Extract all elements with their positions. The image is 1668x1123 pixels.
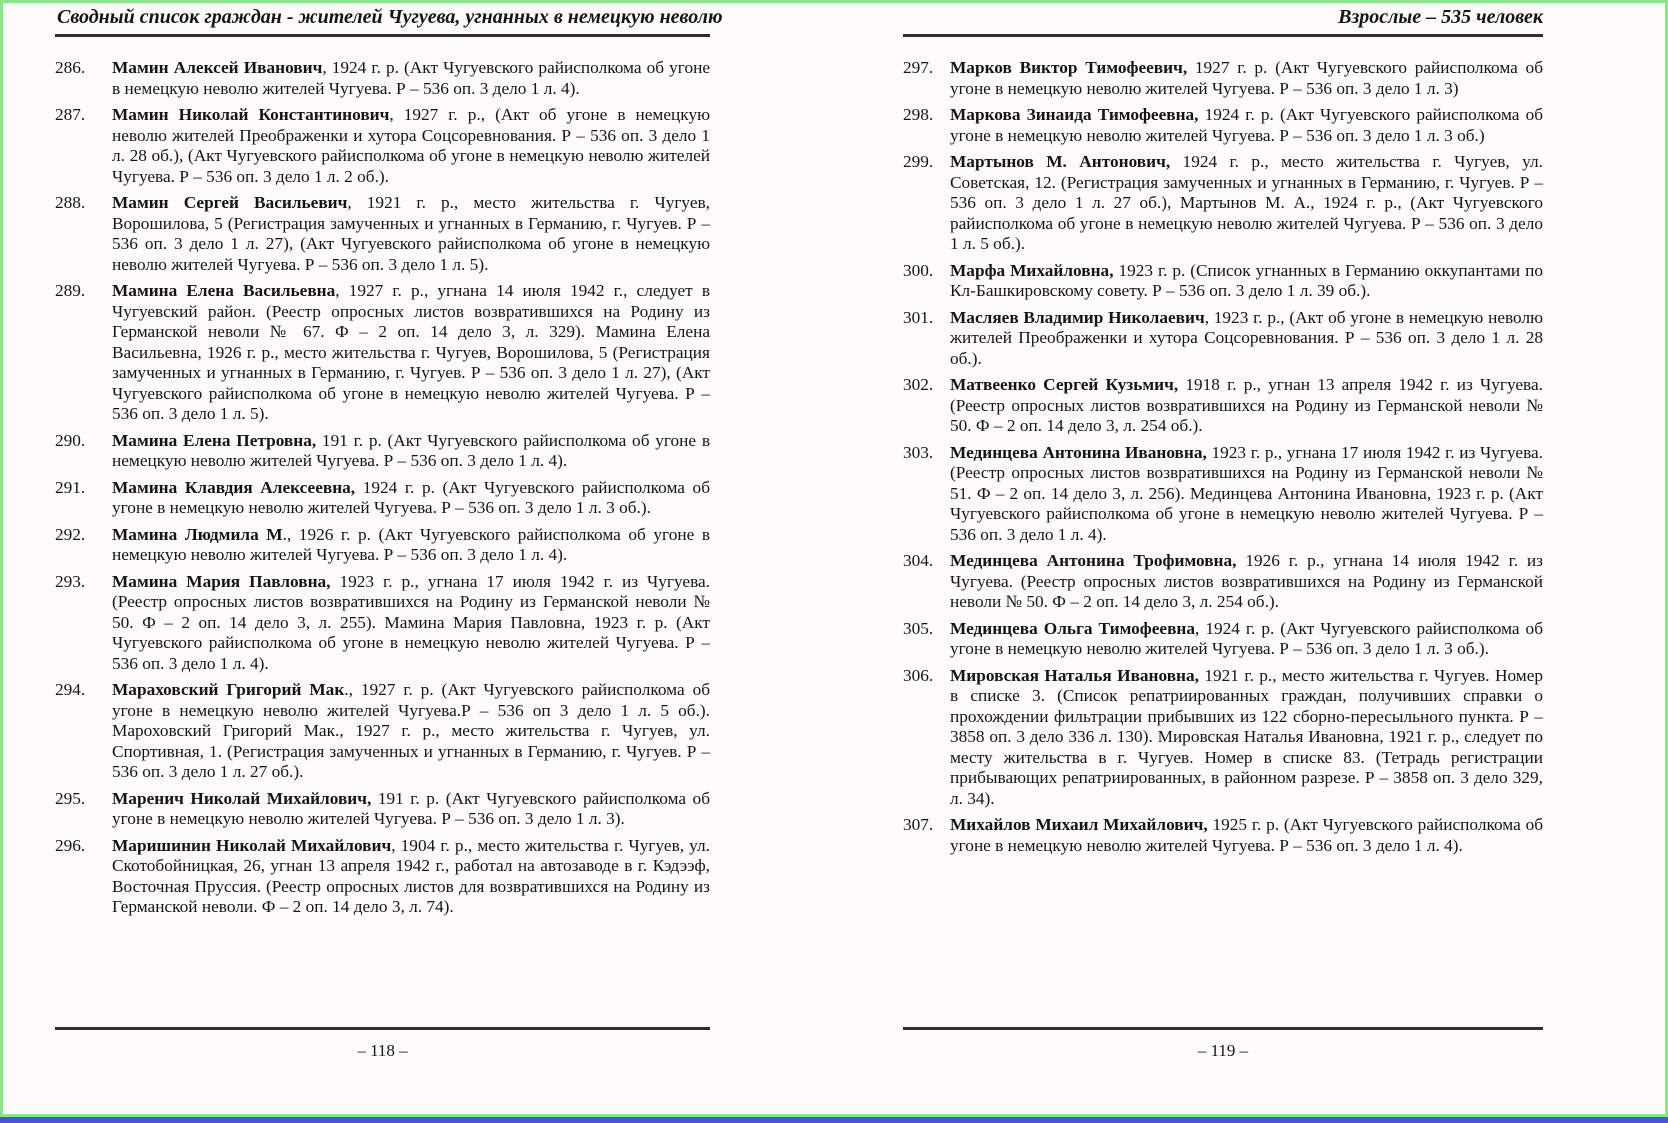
person-name: Марков Виктор Тимофеевич, [950, 58, 1188, 77]
entry-details: 191 г. р. (Акт Чугуевского райисполкома об угоне в немецкую неволю жителей Чугуева. Р – 536 оп. 3 дело 1 л. 3). [112, 788, 710, 828]
header-rule-left [55, 34, 710, 37]
entry-details: , 1924 г. р. (Акт Чугуевского райисполкома об угоне в немецкую неволю жителей Чугуева. Р – 536 оп. 3 дело 1 л. 4). [112, 58, 710, 98]
person-name: Мамина Мария Павловна, [112, 571, 331, 591]
entry-details: 1923 г. р., угнана 17 июля 1942 г. из Чугуева. (Реестр опросных листов возвратившихся на Родину из Германской неволи № 50. Ф – 2 оп. 14 дело 3, л. 255). Мамина Мария Павловна, 1923 г. р. (Акт Чугуевского райисполкома об угоне в немецкую неволю жителей Чугуева. Р – 536 оп. 3 дело 1 л. 4). [112, 571, 710, 673]
entry-text [950, 308, 1543, 370]
entry-details: ., 1927 г. р. (Акт Чугуевского райисполкома об угоне в немецкую неволю жителей Чугуева.Р – 536 оп 3 дело 1 л. 5 об.). Мароховский Григорий Мак., 1927 г. р., место жительства г. Чугуев, ул. Спортивная, 1. (Регистрация замученных и угнанных в Германию, г. Чугуев. Р – 536 оп. 3 дело 1 л. 27 об.). [112, 680, 710, 781]
entry-number: 307. [903, 815, 934, 834]
person-name: Мединцева Антонина Трофимовна, [950, 551, 1237, 570]
entry-text [112, 281, 710, 425]
bottom-blue-strip [0, 1117, 1668, 1123]
entry-number: 303. [903, 442, 934, 462]
entry-text [950, 105, 1543, 146]
entry-details: , 1927 г. р., (Акт об угоне в немецкую неволю жителей Преображенки и хутора Соцсоревнования. Р – 536 оп. 3 дело 1 л. 28 об.), (Акт Чугуевского райисполкома об угоне в немецкую неволю жителей Чугуева. Р – 536 оп. 3 дело 1 л. 2 об.). [112, 105, 710, 186]
entry-291 [55, 478, 710, 519]
entry-292 [55, 525, 710, 566]
entry-details: , 1927 г. р., угнана 14 июля 1942 г., следует в Чугуевский район. (Реестр опросных листов возвратившихся на Родину из Германской неволи № 67. Ф – 2 оп. 14 дело 3, л. 329). Мамина Елена Васильевна, 1926 г. р., место жительства г. Чугуев, Ворошилова, 5 (Регистрация замученных и угнанных в Германию, г. Чугуев. Р – 536 оп. 3 дело 1 л. 27), (Акт Чугуевского райисполкома об угоне в немецкую неволю жителей Чугуева. Р – 536 оп. 3 дело 1 л. 5). [112, 281, 711, 423]
scan-border-left [0, 0, 3, 1123]
header-rule-right [903, 34, 1543, 37]
entries-list-left [55, 58, 710, 924]
person-name: Маренич Николай Михайлович, [112, 788, 372, 808]
person-name: Мараховский Григорий Мак [112, 680, 345, 699]
entry-305 [903, 619, 1543, 660]
entry-details: 1918 г. р., угнан 13 апреля 1942 г. из Чугуева. (Реестр опросных листов возвратившихся на Родину из Германской неволи № 50. Ф – 2 оп. 14 дело 3, л. 254 об.). [950, 375, 1543, 435]
entry-number: 299. [903, 152, 934, 171]
entry-number: 288. [55, 193, 86, 212]
entry-287 [55, 105, 710, 187]
entry-number: 286. [55, 58, 86, 77]
page-header-right: Взрослые – 535 человек [1338, 6, 1543, 28]
entry-details: 1925 г. р. (Акт Чугуевского райисполкома об угоне в немецкую неволю жителей Чугуева. Р – 536 оп. 3 дело 1 л. 4). [950, 815, 1544, 855]
person-name: Масляев Владимир Николаевич [950, 307, 1205, 327]
entry-number: 306. [903, 665, 934, 685]
entry-details: 191 г. р. (Акт Чугуевского райисполкома об угоне в немецкую неволю жителей Чугуева. Р – 536 оп. 3 дело 1 л. 4). [112, 430, 711, 470]
entry-number: 302. [903, 375, 934, 394]
entry-297 [903, 58, 1543, 99]
entry-290 [55, 431, 710, 472]
entry-text [112, 836, 710, 918]
entry-304 [903, 551, 1543, 613]
person-name: Мировская Наталья Ивановна, [950, 665, 1199, 685]
entry-text [112, 105, 710, 187]
entry-289 [55, 281, 710, 425]
entry-details: , 1923 г. р., (Акт об угоне в немецкую неволю жителей Преображенки и хутора Соцсоревнования. Р – 536 оп. 3 дело 1 л. 28 об.). [950, 307, 1543, 368]
page-header-left: Сводный список граждан - жителей Чугуева, угнанных в немецкую неволю [57, 6, 723, 28]
entry-number: 292. [55, 524, 86, 544]
person-name: Маркова Зинаида Тимофеевна, [950, 105, 1199, 124]
entry-286 [55, 58, 710, 99]
entry-301 [903, 308, 1543, 370]
person-name: Мамина Елена Петровна, [112, 430, 317, 450]
entry-307 [903, 815, 1543, 856]
page-119 [903, 0, 1543, 1123]
entry-306 [903, 666, 1543, 810]
entry-295 [55, 789, 710, 830]
entries-list-right [903, 58, 1543, 862]
entry-text [950, 443, 1543, 546]
entry-text [112, 572, 710, 675]
entry-details: 1927 г. р. (Акт Чугуевского райисполкома об угоне в немецкую неволю жителей Чугуева. Р – 536 оп. 3 дело 1 л. 3) [950, 58, 1543, 98]
entry-details: 1921 г. р., место жительства г. Чугуев. Номер в списке 3. (Список репатриированных граждан, получивших справки о прохождении фильтрации прибывших из 122 сборно-пересыльного пункта. Р – 3858 оп. 3 дело 336 л. 130). Мировская Наталья Ивановна, 1921 г. р., следует по месту жительства в г. Чугуев. Номер в списке 83. (Тетрадь регистрации прибывающих репатриированных, в районном разрезе. Р – 3858 оп. 3 дело 329, л. 34). [950, 665, 1544, 808]
person-name: Мамин Николай Константинович [112, 105, 390, 124]
person-name: Мединцева Ольга Тимофеевна [950, 618, 1196, 638]
entry-number: 294. [55, 680, 86, 699]
entry-number: 295. [55, 788, 86, 808]
entry-details: , 1904 г. р., место жительства г. Чугуев, ул. Скотобойницкая, 26, угнан 13 апреля 1942 г., работал на автозаводе в г. Кэдээф, Восточная Пруссия. (Реестр опросных листов для возвратившихся на Родину из Германской неволи. Ф – 2 оп. 14 дело 3, л. 74). [112, 835, 710, 916]
person-name: Маришинин Николай Михайлович [112, 835, 392, 855]
entry-text [950, 815, 1543, 856]
entry-details: 1924 г. р., место жительства г. Чугуев, ул. Советская, 12. (Регистрация замученных и угнанных в Германию, г. Чугуев. Р – 536 оп. 3 дело 1 л. 27 об.), Мартынов М. А., 1924 г. р., (Акт Чугуевского райисполкома об угоне в немецкую неволю жителей Чугуева. Р – 536 оп. 3 дело 1 л. 5 об.). [950, 152, 1543, 253]
entry-296 [55, 836, 710, 918]
page-number-118: – 118 – [357, 1041, 408, 1060]
entry-303 [903, 443, 1543, 546]
entry-number: 301. [903, 307, 934, 327]
entry-302 [903, 375, 1543, 437]
entry-text [112, 431, 710, 472]
person-name: Мамин Алексей Иванович [112, 58, 323, 77]
entry-number: 293. [55, 571, 86, 591]
entry-details: , 1921 г. р., место жительства г. Чугуев, Ворошилова, 5 (Регистрация замученных и угнанных в Германию, г. Чугуев. Р – 536 оп. 3 дело 1 л. 27), (Акт Чугуевского райисполкома об угоне в немецкую неволю жителей Чугуева. Р – 536 оп. 3 дело 1 л. 5). [112, 193, 710, 274]
footer-rule-left [55, 1027, 710, 1030]
entry-text [950, 619, 1543, 660]
entry-number: 297. [903, 58, 934, 77]
entry-details: 1924 г. р. (Акт Чугуевского райисполкома об угоне в немецкую неволю жителей Чугуева. Р – 536 оп. 3 дело 1 л. 3 об.) [950, 105, 1544, 145]
entry-text [950, 666, 1543, 810]
entry-293 [55, 572, 710, 675]
entry-number: 298. [903, 105, 934, 124]
person-name: Марфа Михайловна, [950, 260, 1114, 280]
entry-text [112, 525, 710, 566]
entry-details: ., 1926 г. р. (Акт Чугуевского райисполкома об угоне в немецкую неволю жителей Чугуева. Р – 536 оп. 3 дело 1 л. 4). [112, 524, 710, 564]
entry-text [112, 789, 710, 830]
entry-number: 300. [903, 260, 934, 280]
page-number-119: – 119 – [1197, 1041, 1249, 1060]
footer-rule-right [903, 1027, 1543, 1030]
entry-number: 289. [55, 281, 86, 300]
entry-number: 290. [55, 430, 86, 450]
entry-text [950, 58, 1543, 99]
entry-details: , 1924 г. р. (Акт Чугуевского райисполкома об угоне в немецкую неволю жителей Чугуева. Р – 536 оп. 3 дело 1 л. 3 об.). [950, 618, 1543, 658]
entry-text [950, 551, 1543, 613]
scan-border-top [0, 0, 1668, 3]
person-name: Мамин Сергей Васильевич [112, 193, 348, 212]
entry-details: 1924 г. р. (Акт Чугуевского райисполкома об угоне в немецкую неволю жителей Чугуева. Р – 536 оп. 3 дело 1 л. 3 об.). [112, 477, 710, 517]
person-name: Мамина Людмила М [112, 524, 283, 544]
entry-300 [903, 261, 1543, 302]
entry-number: 305. [903, 618, 934, 638]
entry-text [950, 375, 1543, 437]
entry-number: 291. [55, 477, 86, 497]
person-name: Михайлов Михаил Михайлович, [950, 815, 1208, 834]
entry-text [112, 193, 710, 275]
entry-text [950, 152, 1543, 255]
entry-text [950, 261, 1543, 302]
entry-number: 304. [903, 551, 934, 570]
entry-text [112, 478, 710, 519]
entry-299 [903, 152, 1543, 255]
entry-288 [55, 193, 710, 275]
entry-text [112, 680, 710, 783]
person-name: Мартынов М. Антонович, [950, 152, 1171, 171]
entry-294 [55, 680, 710, 783]
person-name: Матвеенко Сергей Кузьмич, [950, 375, 1179, 394]
entry-details: 1926 г. р., угнана 14 июля 1942 г. из Чугуева. (Реестр опросных листов возвратившихся на Родину из Германской неволи № 50. Ф – 2 оп. 14 дело 3, л. 254 об.). [950, 551, 1543, 611]
page-118 [55, 0, 723, 1123]
person-name: Мамина Клавдия Алексеевна, [112, 477, 356, 497]
entry-details: 1923 г. р., угнана 17 июля 1942 г. из Чугуева. (Реестр опросных листов возвратившихся на Родину из Германской неволи № 51. Ф – 2 оп. 14 дело 3, л. 256). Мединцева Антонина Ивановна, 1923 г. р. (Акт Чугуевского райисполкома об угоне в немецкую неволю жителей Чугуева. Р – 536 оп. 3 дело 1 л. 4). [950, 442, 1544, 544]
entry-number: 296. [55, 835, 86, 855]
person-name: Мамина Елена Васильевна [112, 281, 336, 300]
person-name: Мединцева Антонина Ивановна, [950, 442, 1207, 462]
entry-text [112, 58, 710, 99]
entry-details: 1923 г. р. (Список угнанных в Германию оккупантами по Кл-Башкировскому совету. Р – 536 оп. 3 дело 1 л. 39 об.). [950, 260, 1543, 300]
entry-number: 287. [55, 105, 86, 124]
entry-298 [903, 105, 1543, 146]
